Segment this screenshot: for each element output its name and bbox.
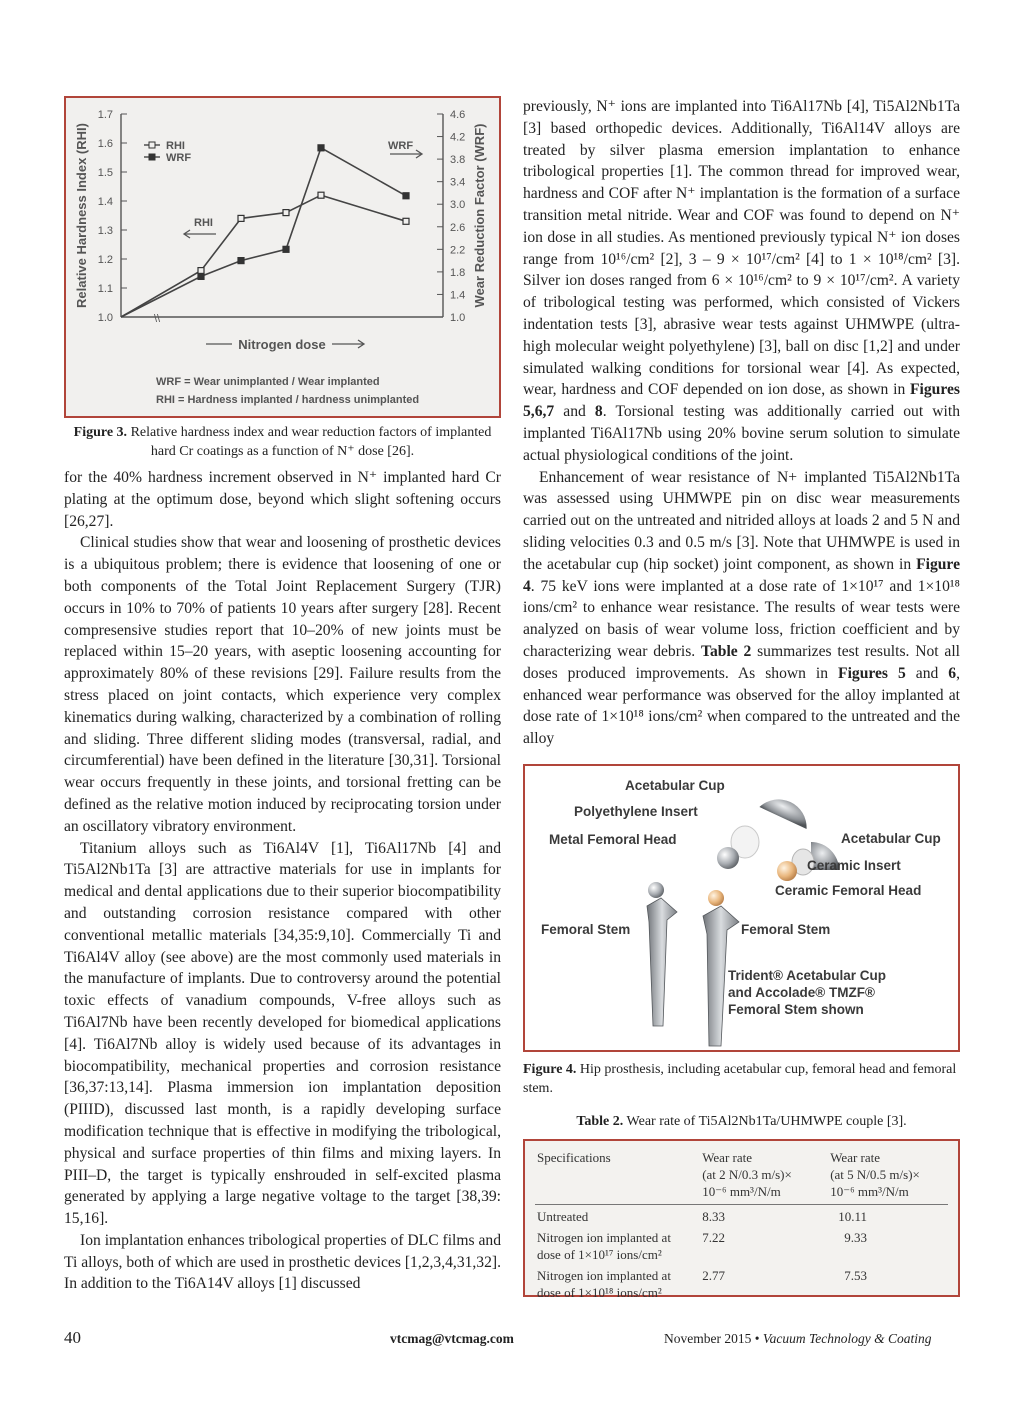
paragraph: Ion implantation enhances tribological properties of DLC films and Ti alloys, both of which are used in prosthetic devices [1,2,3,4,31,32]. In addition to the Ti6A14V alloys [1] discussed bbox=[64, 1231, 501, 1293]
data-point-rhi bbox=[198, 268, 204, 274]
table-cell-spec bbox=[535, 1204, 700, 1226]
figure-3 bbox=[64, 96, 501, 418]
right-tick-label: 3.0 bbox=[450, 199, 466, 212]
table-cell-value: 9.33 bbox=[844, 1229, 867, 1245]
header-line: 10⁻⁶ mm³/N/m bbox=[702, 1183, 781, 1199]
y2-axis-label: Wear Reduction Factor (WRF) bbox=[472, 123, 487, 308]
paragraph: Enhancement of wear resistance of N+ implanted Ti5Al2Nb1Ta was assessed using UHMWPE pin on disc wear measurements carried out on the untreated and nitrided alloys at loads 2 and 5 N and sliding velocities 0.3 and 0.5 m/s [3]. Note that UHMWPE is used in the acetabular cup (hip socket) joint component, as shown in Figure 4. 75 keV ions were implanted at a dose rate of 1×10¹⁷ and 1×10¹⁸ ions/cm² to enhance wear resistance. The results of wear tests were analyzed on basis of wear volume loss, friction coefficient and by characterizing wear debris. Table 2 summarizes test results. Not all doses produced improvements. As shown in Figures 5 and 6, enhanced wear performance was observed for the alloy implanted at dose rate of 1×10¹⁸ ions/cm² when compared to the untreated and the alloy bbox=[523, 468, 961, 748]
data-point-wrf bbox=[283, 246, 289, 252]
data-point-wrf bbox=[198, 273, 204, 279]
header-line: Wear rate bbox=[702, 1149, 753, 1165]
right-tick-label: 1.4 bbox=[450, 289, 466, 302]
data-point-rhi bbox=[318, 192, 324, 198]
axis-break-mark: \\ bbox=[154, 313, 161, 325]
y-axis-label: Relative Hardness Index (RHI) bbox=[74, 123, 89, 308]
table-header bbox=[700, 1149, 828, 1205]
paragraph: for the 40% hardness increment observed in N⁺ implanted hard Cr plating at the optimum dose, beyond which slight softening occurs [26,27]. bbox=[64, 469, 501, 530]
femoral-stem-left-shape bbox=[647, 898, 677, 1026]
table-cell-value: 10.11 bbox=[838, 1208, 867, 1224]
data-point-rhi bbox=[238, 215, 244, 221]
data-point-rhi bbox=[403, 218, 409, 224]
header-line: (at 2 N/0.3 m/s)× bbox=[702, 1166, 792, 1182]
ceramic-femoral-head-shape bbox=[777, 861, 797, 881]
table-row bbox=[535, 1226, 948, 1264]
left-tick-label: 1.6 bbox=[97, 138, 113, 150]
left-tick-label: 1.2 bbox=[97, 254, 113, 266]
data-point-wrf bbox=[403, 193, 409, 199]
right-tick-label: 1.0 bbox=[450, 312, 466, 324]
right-tick-label: 4.6 bbox=[450, 109, 466, 121]
footer-bullet: • bbox=[754, 1331, 760, 1346]
annotation-arrow-rhi bbox=[184, 230, 216, 238]
label-femoral-stem-left: Femoral Stem bbox=[541, 921, 631, 937]
series-line-rhi bbox=[121, 195, 406, 317]
legend-label-wrf: WRF bbox=[166, 152, 192, 164]
stem-trunnion-right bbox=[708, 890, 724, 906]
figure-4-caption bbox=[523, 1060, 960, 1098]
left-tick-label: 1.4 bbox=[97, 196, 113, 208]
label-trident-line2: and Accolade® TMZF® bbox=[728, 984, 875, 1000]
figure-3-caption bbox=[64, 423, 501, 461]
left-tick-label: 1.3 bbox=[97, 225, 113, 237]
left-tick-label: 1.1 bbox=[97, 283, 113, 295]
note-wrf-definition: WRF = Wear unimplanted / Wear implanted bbox=[156, 376, 380, 388]
spec-line: dose of 1×10¹⁸ ions/cm² bbox=[537, 1284, 662, 1300]
table-cell-value: 8.33 bbox=[702, 1208, 725, 1224]
footer-publication-name: Vacuum Technology & Coating bbox=[762, 1331, 932, 1346]
data-point-wrf bbox=[238, 258, 244, 264]
wear-rate-table bbox=[535, 1149, 948, 1302]
right-column bbox=[523, 96, 961, 1300]
right-body-text bbox=[523, 96, 960, 750]
label-ceramic-femoral-head: Ceramic Femoral Head bbox=[775, 882, 922, 898]
table-2 bbox=[523, 1139, 960, 1300]
right-tick-label: 2.6 bbox=[450, 221, 466, 234]
figure-4-caption-text: Hip prosthesis, including acetabular cup, femoral head and femoral stem. bbox=[523, 1061, 957, 1096]
legend-marker-rhi bbox=[149, 142, 155, 148]
figure-3-caption-label: Figure 3. bbox=[73, 425, 128, 440]
label-trident-line3: Femoral Stem shown bbox=[728, 1001, 864, 1017]
paragraph: Clinical studies show that wear and loosening of prosthetic devices is a ubiquitous problem; there is evidence that loosening of one or both components of the Total Joint Replacement Surgery (TJR) occurs in 10% to 70% of patients 10 years after surgery [28]. Recent compresensive studies report that 10–20% of new joints must be replaced within 15–20 years, with aseptic loosening accounting for approximately 80% of these revisions [29]. Failure results from the stress placed on joint contacts, which experience very complex kinematics during walking, characterized by a combination of rolling and sliding. Three different sliding modes (transversal, radial, and circumferential) have been defined in the literature [30,31]. Torsional wear occurs frequently in these joints, and torsional fretting can be defined as the relative motion induced by reciprocating torsion under an oscillatory vibratory environment. bbox=[64, 534, 501, 835]
hip-prosthesis-illustration bbox=[525, 766, 958, 1050]
x-label-arrow bbox=[332, 340, 364, 348]
table-2-title-label: Table 2. bbox=[576, 1113, 624, 1129]
annotation-wrf: WRF bbox=[388, 140, 414, 152]
footer-email: vtcmag@vtcmag.com bbox=[390, 1331, 514, 1346]
table-cell-spec bbox=[535, 1264, 700, 1302]
footer-date: November 2015 bbox=[664, 1331, 752, 1346]
header-line: Wear rate bbox=[830, 1149, 881, 1165]
data-point-rhi bbox=[283, 210, 289, 216]
right-tick-label: 3.4 bbox=[450, 176, 466, 189]
spec-line: Nitrogen ion implanted at bbox=[537, 1229, 671, 1245]
label-ceramic-insert: Ceramic Insert bbox=[807, 857, 901, 873]
label-acetabular-cup-top: Acetabular Cup bbox=[625, 777, 725, 793]
spec-line: dose of 1×10¹⁷ ions/cm² bbox=[537, 1246, 662, 1262]
right-tick-label: 3.8 bbox=[450, 154, 466, 167]
table-header bbox=[828, 1149, 948, 1205]
header-line: 10⁻⁶ mm³/N/m bbox=[830, 1183, 909, 1199]
figure-4-caption-label: Figure 4. bbox=[523, 1061, 577, 1077]
label-polyethylene-insert: Polyethylene Insert bbox=[574, 803, 698, 819]
paragraph: Titanium alloys such as Ti6Al4V [1], Ti6Al17Nb [4] and Ti5Al2Nb1Ta [3] are attractive materials for use in implants for medical and dental applications due to their superior biocompatibility and outstanding corrosion resistance compared with other conventional metallic materials [34,35:9,10]. Commercially Ti and Ti6Al4V alloy (see above) are the most commonly used materials in the manufacture of implants. Due to controversy around the potential toxic effects of vanadium compounds, V-free alloys such as Ti6Al7Nb have been recently developed for biomedical applications [4]. Ti6Al7Nb alloy is widely used because of its advantages in biocompatibility, mechanical properties and corrosion resistance [36,37:13,14]. Plasma immersion ion implantation deposition (PIIID), discussed last month, is a rapidly developing surface modification technique that is effective in modifying the tribological, physical and surface properties of thin films and mixing layers. In PIII–D, the target is typically enshrouded in self-excited plasma generated by applying a large negative voltage to the target [38,39: 15,16]. bbox=[64, 839, 501, 1228]
metal-femoral-head-shape bbox=[717, 847, 739, 869]
data-point-wrf bbox=[318, 145, 324, 151]
stem-trunnion-left bbox=[648, 882, 664, 898]
figure-3-chart bbox=[66, 98, 499, 416]
table-row bbox=[535, 1204, 948, 1226]
note-rhi-definition: RHI = Hardness implanted / hardness unimplanted bbox=[156, 394, 420, 406]
legend-label-rhi: RHI bbox=[166, 140, 185, 152]
x-axis-label: Nitrogen dose bbox=[238, 337, 326, 352]
right-tick-label: 1.8 bbox=[450, 266, 466, 279]
label-metal-femoral-head: Metal Femoral Head bbox=[549, 831, 677, 847]
table-2-title bbox=[523, 1112, 960, 1131]
figure-4 bbox=[523, 764, 960, 1052]
spec-line: Untreated bbox=[537, 1208, 589, 1224]
header-line: (at 5 N/0.5 m/s)× bbox=[830, 1166, 920, 1182]
label-trident-line1: Trident® Acetabular Cup bbox=[728, 967, 886, 983]
left-tick-label: 1.7 bbox=[97, 109, 113, 121]
table-header-row bbox=[535, 1149, 948, 1205]
figure-3-caption-text: Relative hardness index and wear reduction factors of implanted hard Cr coatings as a function of N⁺ dose [26]. bbox=[130, 425, 492, 459]
right-tick-label: 4.2 bbox=[450, 131, 466, 144]
left-body-text bbox=[64, 467, 501, 1295]
page-number: 40 bbox=[64, 1328, 81, 1347]
legend-marker-wrf bbox=[149, 154, 155, 160]
spec-line: Nitrogen ion implanted at bbox=[537, 1267, 671, 1283]
table-header: Specifications bbox=[535, 1149, 700, 1205]
acetabular-cup-top-shape bbox=[759, 791, 814, 829]
table-cell-value: 7.22 bbox=[702, 1229, 725, 1245]
paragraph: previously, N⁺ ions are implanted into Ti6Al17Nb [4], Ti5Al2Nb1Ta [3] based orthopedic devices. Additionally, Ti6Al14V alloys are treated by silver plasma emersion implantation to enhance tribological properties [1]. The common thread for improved wear, hardness and COF after N⁺ implantation is the formation of a surface transition metal nitride. Wear and COF was found to depend on N⁺ ion dose in all studies. As mentioned previously typical N⁺ ion doses range from 10¹⁶/cm² [2], 3 – 9 × 10¹⁷/cm² [4] to 1 × 10¹⁸/cm² [3]. Silver ion doses ranged from 6 × 10¹⁶/cm² to 9 × 10¹⁷/cm². A variety of tribological testing was performed, which consisted of Vickers indentation tests [3], abrasive wear tests against UHMWPE (ultra-high molecular weight polyethylene) [3], ball on disc [1,2] and under simulated walking conditions for torsional wear [4]. As expected, wear, hardness and COF depended on ion dose, as shown in Figures 5,6,7 and 8. Torsional testing was additionally carried out with implanted Ti6Al17Nb using 20% bovine serum solution to simulate actual physiological conditions of the joint. bbox=[523, 98, 960, 464]
annotation-rhi: RHI bbox=[194, 217, 213, 229]
left-tick-label: 1.0 bbox=[97, 312, 113, 324]
table-cell-spec bbox=[535, 1226, 700, 1264]
left-tick-label: 1.5 bbox=[97, 167, 113, 179]
label-femoral-stem-right: Femoral Stem bbox=[741, 921, 831, 937]
right-tick-label: 2.2 bbox=[450, 244, 466, 257]
table-row bbox=[535, 1264, 948, 1302]
table-cell-value: 7.53 bbox=[844, 1267, 867, 1283]
footer-publication bbox=[664, 1331, 931, 1347]
left-column bbox=[64, 96, 501, 1295]
table-2-title-text: Wear rate of Ti5Al2Nb1Ta/UHMWPE couple [3]. bbox=[626, 1113, 907, 1129]
table-cell-value: 2.77 bbox=[702, 1267, 725, 1283]
label-acetabular-cup-right: Acetabular Cup bbox=[841, 830, 941, 846]
